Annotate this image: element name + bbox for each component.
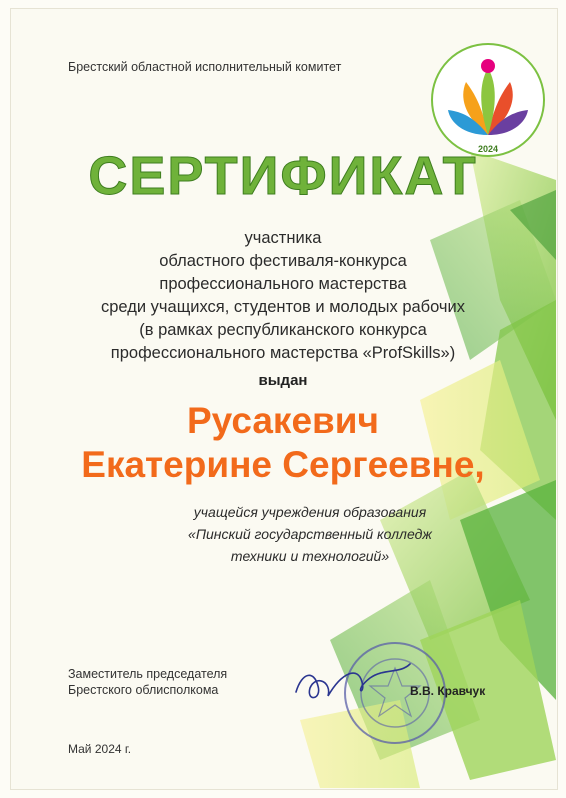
- signatory-name: В.В. Кравчук: [410, 684, 486, 698]
- institution-line-1: учащейся учреждения образования: [193, 504, 427, 520]
- festival-logo: [428, 40, 548, 160]
- body-line-6: профессионального мастерства «ProfSkills»): [110, 344, 456, 362]
- handwritten-signature: [292, 652, 432, 712]
- issuer-name: Брестский областной исполнительный комитет: [68, 60, 342, 74]
- institution-line-3: техники и технологий»: [230, 548, 390, 564]
- institution-line-2: «Пинский государственный колледж: [188, 526, 432, 542]
- body-line-3: профессионального мастерства: [159, 275, 407, 293]
- signatory-position: [68, 666, 227, 698]
- recipient-given-names: Екатерине Сергеевне,: [81, 444, 485, 485]
- body-line-1: участника: [244, 229, 322, 247]
- issued-label: выдан: [258, 372, 308, 389]
- body-line-4: среди учащихся, студентов и молодых рабочих: [101, 298, 465, 316]
- issue-date: Май 2024 г.: [68, 742, 132, 756]
- svg-text:2024: 2024: [477, 144, 499, 154]
- body-line-5: (в рамках республиканского конкурса: [139, 321, 427, 339]
- signatory-position-line-2: Брестского облисполкома: [68, 683, 219, 697]
- recipient-surname: Русакевич: [186, 400, 379, 441]
- body-line-2: областного фестиваля-конкурса: [159, 252, 407, 270]
- signatory-position-line-1: Заместитель председателя: [68, 667, 228, 681]
- certificate-title: СЕРТИФИКАТ: [88, 146, 478, 206]
